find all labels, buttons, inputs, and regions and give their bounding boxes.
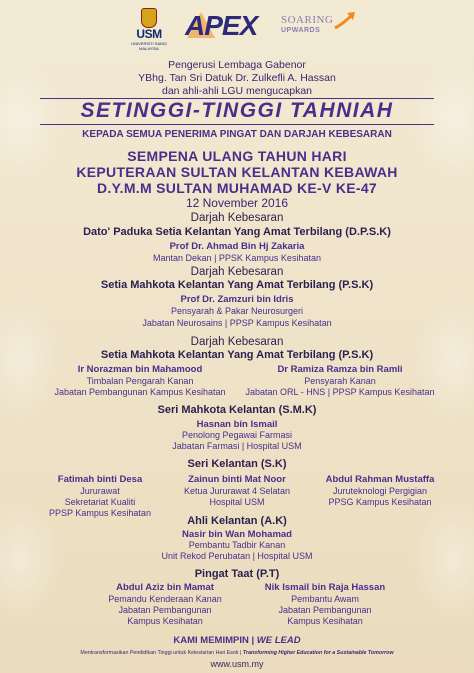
footer-motto-malay: Mentransformasikan Pendidikan Tinggi untuk Kelestarian Hari Esok (80, 650, 239, 656)
footer-tagline-right: WE LEAD (256, 635, 301, 646)
sk-middle-detail-2: Hospital USM (209, 497, 265, 507)
soaring-logo-line2: UPWARDS (281, 27, 321, 34)
sk-left-name: Fatimah binti Desa (57, 474, 143, 485)
pt-left-name: Abdul Aziz bin Mamat (116, 582, 214, 593)
sk-middle-name: Zainun binti Mat Noor (188, 474, 286, 485)
smk-recipient-detail-1: Penolong Pegawai Farmasi (181, 430, 293, 440)
psk2-right-detail-2: Jabatan ORL - HNS | PPSP Kampus Kesihatan (245, 387, 435, 397)
footer-tagline-separator: | (251, 635, 255, 646)
psk1-recipient-detail-2: Jabatan Neurosains | PPSP Kampus Kesihatan (142, 318, 332, 328)
headline: SETINGGI-TINGGI TAHNIAH (80, 99, 394, 122)
sk-middle-detail-1: Ketua Jururawat 4 Selatan (183, 486, 291, 496)
sk-right-name: Abdul Rahman Mustaffa (325, 474, 435, 485)
sk-right-detail-1: Juruteknologi Pergigian (332, 486, 428, 496)
dpsk-award: Dato' Paduka Setia Kelantan Yang Amat Terbilang (D.P.S.K) (83, 226, 391, 238)
psk2-right-detail-1: Pensyarah Kanan (304, 376, 376, 386)
pt-right-detail-2: Jabatan Pembangunan (278, 605, 372, 615)
dpsk-recipient-detail: Mantan Dekan | PPSK Kampus Kesihatan (153, 253, 321, 263)
sk-left-detail-2: Sekretariat Kualiti (64, 497, 136, 507)
footer-url[interactable]: www.usm.my (210, 659, 264, 669)
smk-heading: Seri Mahkota Kelantan (S.M.K) (157, 404, 317, 416)
pt-left-detail-1: Pemandu Kenderaan Kanan (108, 594, 222, 604)
footer-tagline (0, 635, 474, 646)
psk2-left-detail-2: Jabatan Pembangunan Kampus Kesihatan (54, 387, 226, 397)
occasion-line-1: SEMPENA ULANG TAHUN HARI (127, 148, 347, 164)
sk-left-detail-3: PPSP Kampus Kesihatan (49, 508, 151, 518)
pt-right-detail-3: Kampus Kesihatan (287, 616, 363, 626)
dpsk-recipient-name: Prof Dr. Ahmad Bin Hj Zakaria (169, 241, 305, 252)
psk1-recipient-detail-1: Pensyarah & Pakar Neurosurgeri (170, 306, 304, 316)
footer-motto (0, 650, 474, 656)
usm-crest-icon (141, 8, 157, 28)
ak-recipient-detail-2: Unit Rekod Perubatan | Hospital USM (161, 551, 313, 561)
psk2-left-name: Ir Norazman bin Mahamood (77, 364, 203, 375)
apex-logo-word: APEX (185, 10, 258, 41)
logo-bar (0, 6, 474, 51)
smk-recipient-name: Hasnan bin Ismail (196, 419, 278, 430)
occasion-line-3: D.Y.M.M SULTAN MUHAMAD KE-V KE-47 (96, 180, 378, 196)
dpsk-heading: Darjah Kebesaran (190, 212, 284, 224)
pt-right-detail-1: Pembantu Awam (291, 594, 359, 604)
psk2-right-name: Dr Ramiza Ramza bin Ramli (277, 364, 403, 375)
intro-line-1: Pengerusi Lembaga Gabenor (168, 59, 306, 71)
psk2-left-recipient (50, 364, 230, 397)
occasion-line-2: KEPUTERAAN SULTAN KELANTAN KEBAWAH (76, 164, 398, 180)
footer-tagline-left: KAMI MEMIMPIN (173, 635, 249, 646)
footer-motto-english: Transforming Higher Education for a Sustainable Tomorrow (242, 650, 394, 656)
intro-line-3: dan ahli-ahli LGU mengucapkan (161, 85, 312, 97)
pt-heading: Pingat Taat (P.T) (194, 568, 280, 580)
pt-left-detail-3: Kampus Kesihatan (127, 616, 203, 626)
soaring-upwards-logo (281, 14, 353, 35)
pt-right-name: Nik Ismail bin Raja Hassan (264, 582, 386, 593)
usm-logo (125, 8, 173, 51)
usm-logo-subtitle: UNIVERSITI SAINS MALAYSIA (131, 41, 167, 51)
sk-heading: Seri Kelantan (S.K) (187, 458, 287, 470)
psk2-right-recipient (240, 364, 440, 397)
apex-logo (185, 10, 267, 44)
ak-heading: Ahli Kelantan (A.K) (187, 515, 287, 527)
event-date: 12 November 2016 (185, 196, 289, 210)
psk1-recipient-name: Prof Dr. Zamzuri bin Idris (180, 294, 294, 305)
usm-logo-word: USM (136, 27, 162, 41)
headline-bottom-rule (40, 124, 434, 125)
ak-recipient-name: Nasir bin Wan Mohamad (182, 529, 292, 540)
soaring-logo-line1: SOARING (281, 14, 334, 26)
sk-left-recipient (25, 474, 175, 518)
smk-recipient-detail-2: Jabatan Farmasi | Hospital USM (172, 441, 302, 451)
recipients-subheading: KEPADA SEMUA PENERIMA PINGAT DAN DARJAH KEBESARAN (82, 129, 392, 140)
sk-left-detail-1: Jururawat (80, 486, 120, 496)
ak-recipient-detail-1: Pembantu Tadbir Kanan (188, 540, 286, 550)
psk1-heading: Darjah Kebesaran (190, 266, 284, 278)
pt-left-detail-2: Jabatan Pembangunan (118, 605, 212, 615)
intro-line-2: YBhg. Tan Sri Datuk Dr. Zulkefli A. Hassan (138, 72, 336, 84)
pt-right-recipient (240, 582, 410, 626)
sk-right-recipient (305, 474, 455, 507)
psk2-heading: Darjah Kebesaran (190, 336, 284, 348)
pt-left-recipient (85, 582, 245, 626)
footer-motto-separator: | (240, 650, 242, 656)
upward-arrow-icon (333, 10, 357, 30)
psk1-award: Setia Mahkota Kelantan Yang Amat Terbilang (P.S.K) (100, 279, 374, 291)
psk2-award: Setia Mahkota Kelantan Yang Amat Terbilang (P.S.K) (100, 349, 374, 361)
psk2-left-detail-1: Timbalan Pengarah Kanan (86, 376, 194, 386)
sk-right-detail-2: PPSG Kampus Kesihatan (328, 497, 432, 507)
sk-middle-recipient (162, 474, 312, 507)
